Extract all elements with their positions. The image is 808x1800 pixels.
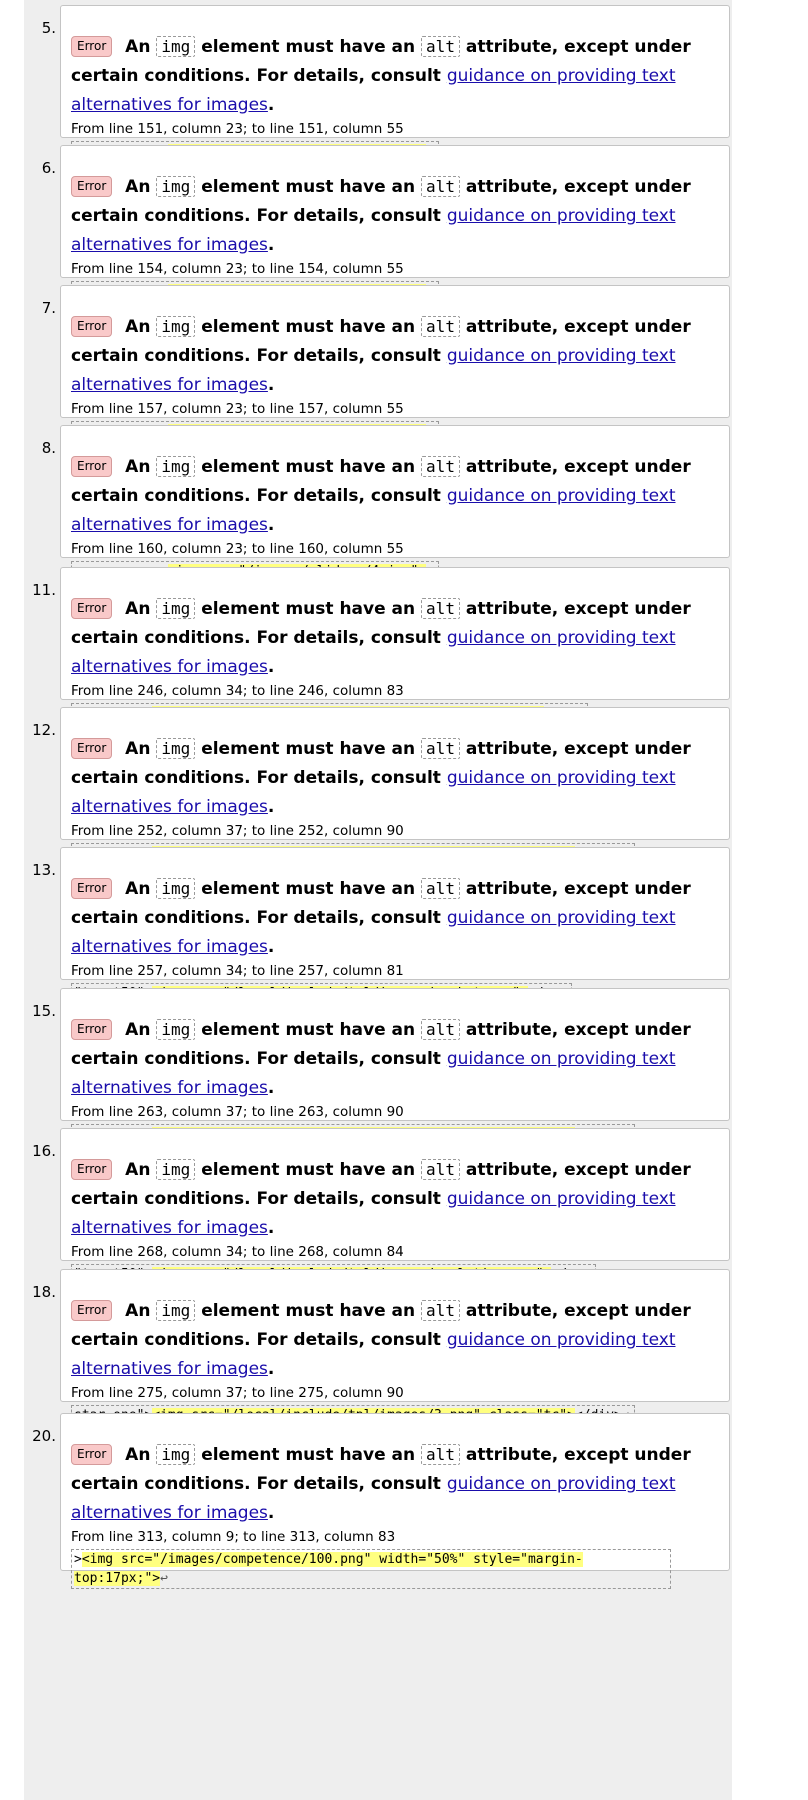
- message-text-2: element must have an: [201, 739, 416, 759]
- code-token-alt: alt: [421, 176, 460, 197]
- error-card: [60, 567, 730, 700]
- message-text-3: attribute, except under certain conditions. For details, consult: [71, 177, 691, 226]
- error-number: 7.: [41, 299, 56, 317]
- return-symbol: ↩: [160, 1571, 168, 1586]
- code-token-img: img: [156, 878, 195, 899]
- error-card: [60, 5, 730, 138]
- code-token-alt: alt: [421, 1159, 460, 1180]
- error-card: [60, 988, 730, 1121]
- error-badge: Error: [71, 456, 112, 477]
- code-token-alt: alt: [421, 1300, 460, 1321]
- error-badge: Error: [71, 1444, 112, 1465]
- message-text-2: element must have an: [201, 1160, 416, 1180]
- message-text-3: attribute, except under certain conditions. For details, consult: [71, 1020, 691, 1069]
- error-location: From line 252, column 37; to line 252, column 90: [71, 822, 404, 839]
- error-badge: Error: [71, 1159, 112, 1180]
- code-token-img: img: [156, 1159, 195, 1180]
- guidance-link[interactable]: guidance on providing text alternatives for images: [71, 768, 676, 817]
- message-text-2: element must have an: [201, 1445, 416, 1465]
- source-extract: [71, 1549, 671, 1589]
- message-text-3: attribute, except under certain conditions. For details, consult: [71, 599, 691, 648]
- message-end: .: [267, 515, 275, 535]
- error-badge: Error: [71, 1019, 112, 1040]
- error-message: [71, 874, 711, 962]
- error-location: From line 160, column 23; to line 160, column 55: [71, 540, 404, 557]
- guidance-link[interactable]: guidance on providing text alternatives for images: [71, 908, 676, 957]
- message-end: .: [267, 375, 275, 395]
- error-card: [60, 1269, 730, 1402]
- extract-highlight: <img src="/images/competence/100.png" width="50%" style="margin-top:17px;">: [74, 1552, 583, 1586]
- error-location: From line 268, column 34; to line 268, column 84: [71, 1243, 404, 1260]
- guidance-link[interactable]: guidance on providing text alternatives for images: [71, 486, 676, 535]
- error-number: 16.: [32, 1142, 56, 1160]
- error-location: From line 246, column 34; to line 246, column 83: [71, 682, 404, 699]
- error-message: [71, 734, 711, 822]
- message-text-1: An: [125, 1020, 151, 1040]
- message-end: .: [267, 1218, 275, 1238]
- message-text-1: An: [125, 317, 151, 337]
- message-text-3: attribute, except under certain conditions. For details, consult: [71, 879, 691, 928]
- error-card: [60, 1413, 730, 1586]
- code-token-img: img: [156, 738, 195, 759]
- error-number: 8.: [41, 439, 56, 457]
- code-token-img: img: [156, 1444, 195, 1465]
- message-end: .: [267, 657, 275, 677]
- code-token-alt: alt: [421, 878, 460, 899]
- message-text-3: attribute, except under certain conditions. For details, consult: [71, 739, 691, 788]
- error-message: [71, 594, 711, 682]
- error-location: From line 275, column 37; to line 275, column 90: [71, 1384, 404, 1401]
- error-number: 15.: [32, 1002, 56, 1020]
- error-location: From line 313, column 9; to line 313, column 83: [71, 1528, 396, 1545]
- error-badge: Error: [71, 36, 112, 57]
- code-token-alt: alt: [421, 316, 460, 337]
- message-text-3: attribute, except under certain conditions. For details, consult: [71, 1160, 691, 1209]
- error-badge: Error: [71, 598, 112, 619]
- error-badge: Error: [71, 316, 112, 337]
- message-end: .: [267, 1078, 275, 1098]
- message-text-2: element must have an: [201, 599, 416, 619]
- message-text-1: An: [125, 37, 151, 57]
- message-text-2: element must have an: [201, 1301, 416, 1321]
- message-text-2: element must have an: [201, 457, 416, 477]
- guidance-link[interactable]: guidance on providing text alternatives for images: [71, 1474, 676, 1523]
- message-text-1: An: [125, 739, 151, 759]
- code-token-alt: alt: [421, 1444, 460, 1465]
- message-text-3: attribute, except under certain conditions. For details, consult: [71, 457, 691, 506]
- code-token-alt: alt: [421, 36, 460, 57]
- message-end: .: [267, 1503, 275, 1523]
- message-text-3: attribute, except under certain conditions. For details, consult: [71, 37, 691, 86]
- code-token-alt: alt: [421, 738, 460, 759]
- error-number: 13.: [32, 861, 56, 879]
- code-token-alt: alt: [421, 456, 460, 477]
- error-number: 6.: [41, 159, 56, 177]
- message-text-3: attribute, except under certain conditions. For details, consult: [71, 1445, 691, 1494]
- error-message: [71, 312, 711, 400]
- message-text-2: element must have an: [201, 879, 416, 899]
- error-card: [60, 847, 730, 980]
- guidance-link[interactable]: guidance on providing text alternatives for images: [71, 1189, 676, 1238]
- guidance-link[interactable]: guidance on providing text alternatives for images: [71, 628, 676, 677]
- message-text-1: An: [125, 177, 151, 197]
- message-text-1: An: [125, 879, 151, 899]
- error-card: [60, 145, 730, 278]
- code-token-img: img: [156, 36, 195, 57]
- error-location: From line 257, column 34; to line 257, column 81: [71, 962, 404, 979]
- code-token-alt: alt: [421, 1019, 460, 1040]
- error-message: [71, 1015, 711, 1103]
- guidance-link[interactable]: guidance on providing text alternatives for images: [71, 1330, 676, 1379]
- message-end: .: [267, 937, 275, 957]
- code-token-img: img: [156, 598, 195, 619]
- error-message: [71, 1440, 711, 1528]
- guidance-link[interactable]: guidance on providing text alternatives for images: [71, 66, 676, 115]
- error-number: 11.: [32, 581, 56, 599]
- message-text-3: attribute, except under certain conditions. For details, consult: [71, 317, 691, 366]
- error-card: [60, 1128, 730, 1261]
- message-end: .: [267, 1359, 275, 1379]
- error-location: From line 151, column 23; to line 151, column 55: [71, 120, 404, 137]
- message-end: .: [267, 95, 275, 115]
- message-text-2: element must have an: [201, 1020, 416, 1040]
- error-number: 18.: [32, 1283, 56, 1301]
- message-text-1: An: [125, 457, 151, 477]
- guidance-link[interactable]: guidance on providing text alternatives for images: [71, 1049, 676, 1098]
- message-text-2: element must have an: [201, 177, 416, 197]
- message-text-1: An: [125, 1445, 151, 1465]
- error-badge: Error: [71, 176, 112, 197]
- code-token-img: img: [156, 1300, 195, 1321]
- message-text-2: element must have an: [201, 37, 416, 57]
- guidance-link[interactable]: guidance on providing text alternatives for images: [71, 206, 676, 255]
- error-message: [71, 32, 711, 120]
- guidance-link[interactable]: guidance on providing text alternatives for images: [71, 346, 676, 395]
- code-token-img: img: [156, 456, 195, 477]
- message-text-1: An: [125, 599, 151, 619]
- error-badge: Error: [71, 1300, 112, 1321]
- error-number: 5.: [41, 19, 56, 37]
- message-end: .: [267, 235, 275, 255]
- error-card: [60, 285, 730, 418]
- message-end: .: [267, 797, 275, 817]
- code-token-img: img: [156, 316, 195, 337]
- error-number: 12.: [32, 721, 56, 739]
- extract-before: >: [74, 1552, 82, 1567]
- error-badge: Error: [71, 738, 112, 759]
- error-card: [60, 425, 730, 558]
- error-message: [71, 452, 711, 540]
- code-token-img: img: [156, 176, 195, 197]
- error-card: [60, 707, 730, 840]
- error-badge: Error: [71, 878, 112, 899]
- error-message: [71, 172, 711, 260]
- message-text-2: element must have an: [201, 317, 416, 337]
- message-text-1: An: [125, 1160, 151, 1180]
- code-token-alt: alt: [421, 598, 460, 619]
- error-message: [71, 1155, 711, 1243]
- error-location: From line 263, column 37; to line 263, column 90: [71, 1103, 404, 1120]
- error-location: From line 157, column 23; to line 157, column 55: [71, 400, 404, 417]
- error-number: 20.: [32, 1427, 56, 1445]
- code-token-img: img: [156, 1019, 195, 1040]
- message-text-3: attribute, except under certain conditions. For details, consult: [71, 1301, 691, 1350]
- message-text-1: An: [125, 1301, 151, 1321]
- error-message: [71, 1296, 711, 1384]
- error-location: From line 154, column 23; to line 154, column 55: [71, 260, 404, 277]
